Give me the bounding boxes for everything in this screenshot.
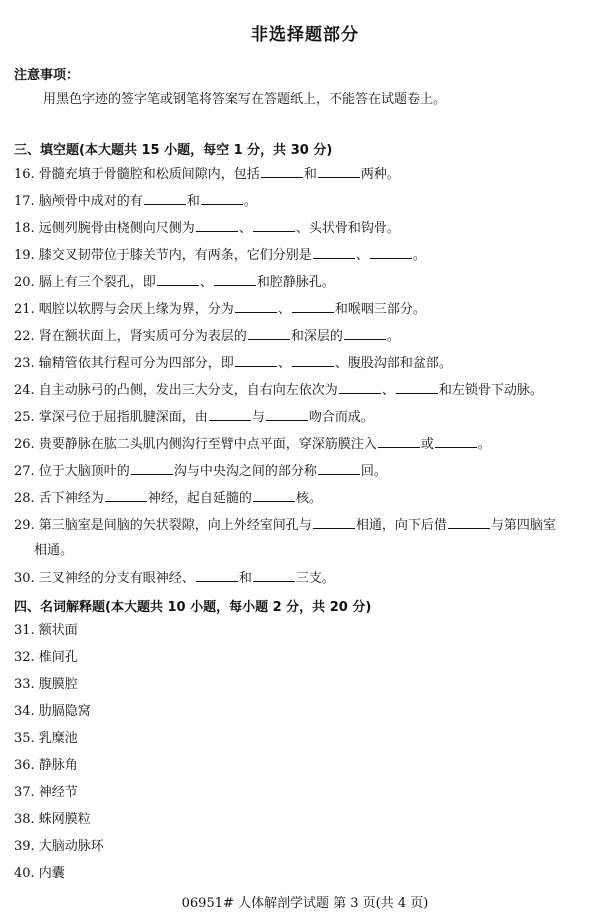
answer-blank[interactable] [105,489,147,502]
question-22: 22. 肾在额状面上，肾实质可分为表层的 和深层的 。 [14,329,400,344]
question-26: 26. 贵要静脉在肱二头肌内侧沟行至臂中点平面，穿深筋膜注入 或 。 [14,437,491,452]
answer-blank[interactable] [448,516,490,529]
question-28: 28. 舌下神经为 神经，起自延髓的 核。 [14,491,322,506]
answer-blank[interactable] [235,300,277,313]
answer-blank[interactable] [248,327,290,340]
question-20: 20. 膈上有三个裂孔，即 、 和腔静脉孔。 [14,275,335,290]
answer-blank[interactable] [214,273,256,286]
answer-blank[interactable] [396,381,438,394]
answer-blank[interactable] [378,435,420,448]
notice-text: 用黑色字迹的签字笔或钢笔将答案写在答题纸上，不能答在试题卷上。 [43,92,447,107]
question-24: 24. 自主动脉弓的凸侧，发出三大分支，自右向左依次为 、 和左锁骨下动脉。 [14,383,543,398]
term-36: 36. 静脉角 [14,758,78,773]
answer-blank[interactable] [292,300,334,313]
question-19: 19. 膝交叉韧带位于膝关节内，有两条，它们分别是 、 。 [14,248,426,263]
question-29-continued: 相通。 [34,543,74,558]
answer-blank[interactable] [261,165,303,178]
answer-blank[interactable] [235,354,277,367]
term-37: 37. 神经节 [14,785,78,800]
answer-blank[interactable] [370,246,412,259]
answer-blank[interactable] [313,516,355,529]
term-35: 35. 乳糜池 [14,731,78,746]
question-27: 27. 位于大脑顶叶的 沟与中央沟之间的部分称 回。 [14,464,387,479]
answer-blank[interactable] [196,219,238,232]
answer-blank[interactable] [318,165,360,178]
answer-blank[interactable] [201,192,243,205]
question-25: 25. 掌深弓位于屈指肌腱深面，由 与 吻合而成。 [14,410,374,425]
answer-blank[interactable] [196,569,238,582]
question-21: 21. 咽腔以软腭与会厌上缘为界，分为 、 和喉咽三部分。 [14,302,426,317]
term-32: 32. 椎间孔 [14,650,78,665]
page-title: 非选择题部分 [251,25,359,45]
answer-blank[interactable] [266,408,308,421]
question-16: 16. 骨髓充填于骨髓腔和松质间隙内，包括 和 两种。 [14,167,400,182]
question-18: 18. 远侧列腕骨由桡侧向尺侧为 、 、头状骨和钩骨。 [14,221,400,236]
notice-heading: 注意事项： [14,68,80,83]
answer-blank[interactable] [131,462,173,475]
term-31: 31. 额状面 [14,623,78,638]
answer-blank[interactable] [318,462,360,475]
answer-blank[interactable] [253,219,295,232]
answer-blank[interactable] [253,569,295,582]
question-30: 30. 三叉神经的分支有眼神经、 和 三支。 [14,571,335,586]
section-3-heading: 三、填空题(本大题共 15 小题，每空 1 分，共 30 分) [14,143,333,158]
term-38: 38. 蛛网膜粒 [14,812,91,827]
term-39: 39. 大脑动脉环 [14,839,104,854]
term-40: 40. 内囊 [14,866,65,881]
term-34: 34. 肋膈隐窝 [14,704,91,719]
section-4-heading: 四、名词解释题(本大题共 10 小题，每小题 2 分，共 20 分) [14,600,372,615]
page-footer: 06951# 人体解剖学试题 第 3 页(共 4 页) [181,896,429,911]
question-17: 17. 脑颅骨中成对的有 和 。 [14,194,257,209]
answer-blank[interactable] [157,273,199,286]
question-29: 29. 第三脑室是间脑的矢状裂隙，向上外经室间孔与 相通，向下后借 与第四脑室 [14,518,556,533]
answer-blank[interactable] [292,354,334,367]
answer-blank[interactable] [435,435,477,448]
term-33: 33. 腹膜腔 [14,677,78,692]
answer-blank[interactable] [344,327,386,340]
answer-blank[interactable] [313,246,355,259]
answer-blank[interactable] [253,489,295,502]
question-23: 23. 输精管依其行程可分为四部分，即 、 、腹股沟部和盆部。 [14,356,452,371]
answer-blank[interactable] [144,192,186,205]
answer-blank[interactable] [209,408,251,421]
answer-blank[interactable] [339,381,381,394]
